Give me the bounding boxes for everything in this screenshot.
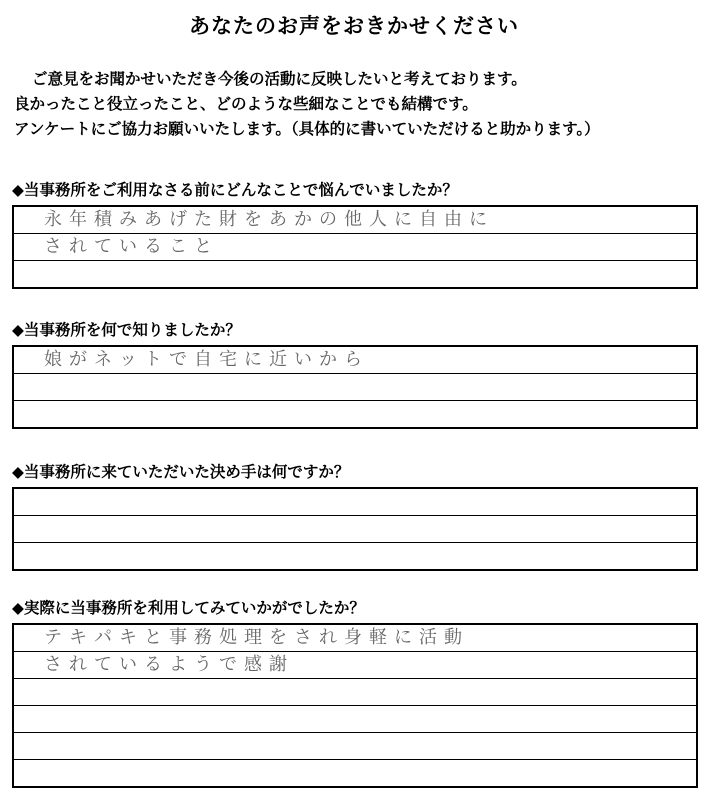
survey-section-how-found (12, 318, 698, 429)
answer-line (14, 760, 696, 786)
intro-line: アンケートにご協力お願いいたします。（具体的に書いていただけると助かります。） (14, 119, 600, 138)
answer-line (14, 234, 696, 261)
intro-line: ご意見をお聞かせいただき今後の活動に反映したいと考えております。 (32, 69, 527, 88)
answer-line (14, 347, 696, 374)
answer-line (14, 516, 696, 543)
answer-box (12, 345, 698, 429)
page-title: あなたのお声をおきかせください (189, 13, 519, 38)
answer-line (14, 679, 696, 706)
answer-box (12, 205, 698, 289)
answer-line (14, 261, 696, 287)
question-label: ◆実際に当事務所を利用してみていかがでしたか？ (12, 598, 365, 617)
handwritten-answer: されていること (44, 236, 219, 257)
answer-line (14, 207, 696, 234)
answer-box (12, 623, 698, 788)
handwritten-answer: 娘がネットで自宅に近いから (44, 349, 369, 370)
question-label: ◆当事務所に来ていただいた決め手は何ですか？ (12, 462, 350, 481)
answer-box (12, 487, 698, 571)
survey-section-impressions (12, 596, 698, 788)
question-label: ◆当事務所をご利用なさる前にどんなことで悩んでいましたか？ (12, 180, 458, 199)
handwritten-answer: テキパキと事務処理をされ身軽に活動 (44, 627, 469, 648)
handwritten-answer: されているようで感謝 (44, 654, 294, 675)
intro-line: 良かったこと役立ったこと、どのような些細なことでも結構です。 (14, 94, 478, 113)
survey-section-concerns (12, 178, 698, 289)
answer-line (14, 401, 696, 427)
question-label: ◆当事務所を何で知りましたか？ (12, 320, 241, 339)
answer-line (14, 706, 696, 733)
answer-line (14, 374, 696, 401)
answer-line (14, 652, 696, 679)
answer-line (14, 489, 696, 516)
answer-line (14, 625, 696, 652)
survey-section-deciding-factor (12, 460, 698, 571)
intro-text (14, 66, 704, 141)
answer-line (14, 733, 696, 760)
answer-line (14, 543, 696, 569)
handwritten-answer: 永年積みあげた財をあかの他人に自由に (44, 209, 494, 230)
